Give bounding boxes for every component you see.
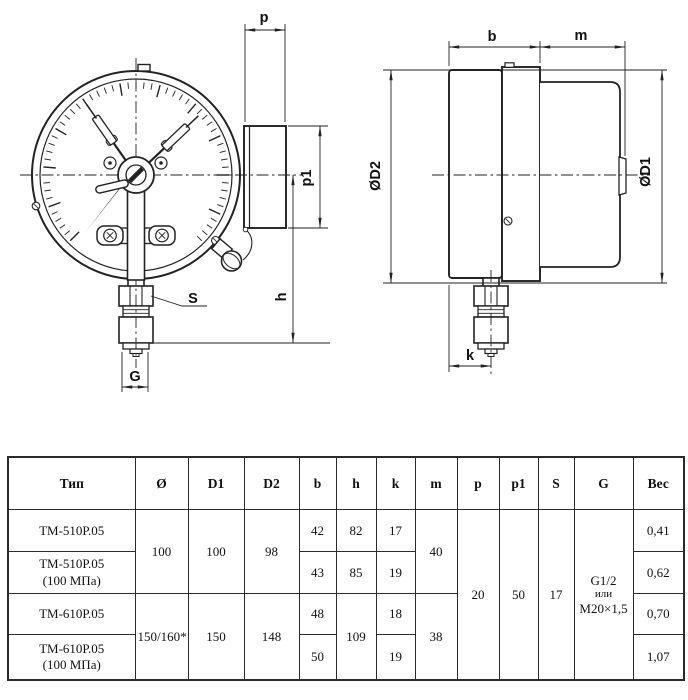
dim-label-h: h: [274, 292, 290, 302]
col-header-p: p: [457, 457, 499, 510]
cell-type: ТМ-510Р.05 (100 МПа): [8, 552, 135, 594]
top-nub: [138, 65, 150, 72]
cell-type: ТМ-510Р.05: [8, 510, 135, 552]
rim-screw-side: [504, 217, 512, 225]
dim-label-g: G: [129, 369, 141, 385]
cell-m-610: 38: [415, 594, 457, 681]
col-header-p1: p1: [499, 457, 538, 510]
col-header-s: S: [538, 457, 574, 510]
dim-label-d2: ØD2: [368, 161, 384, 191]
col-header-diam: Ø: [135, 457, 188, 510]
side-view: [383, 41, 667, 374]
dim-label-d1: ØD1: [638, 157, 654, 187]
dim-label-p: p: [259, 10, 269, 26]
rim-screw-left: [32, 202, 40, 210]
table-row-tm510: [8, 510, 684, 552]
center-column: [128, 185, 145, 280]
terminal-box: [244, 126, 286, 228]
cell-p: 20: [457, 510, 499, 681]
cell-weight: 1,07: [633, 635, 684, 681]
cell-d1-610: 150: [188, 594, 244, 681]
cell-m-510: 40: [415, 510, 457, 594]
front-view: [20, 24, 330, 392]
dimensions-table: [7, 456, 685, 681]
cell-weight: 0,41: [633, 510, 684, 552]
ring-nub: [505, 63, 514, 68]
dim-label-p1: p1: [299, 169, 315, 187]
col-header-type: Тип: [8, 457, 135, 510]
cell-weight: 0,70: [633, 594, 684, 635]
cell-b: 43: [299, 552, 336, 594]
cell-h-610: 109: [336, 594, 376, 681]
cell-diam-610: 150/160*: [135, 594, 188, 681]
cell-b: 50: [299, 635, 336, 681]
cell-b: 48: [299, 594, 336, 635]
cell-type: ТМ-610Р.05: [8, 594, 135, 635]
cell-g: [574, 510, 633, 681]
col-header-b: b: [299, 457, 336, 510]
table-header-row: [8, 457, 684, 510]
cell-b: 42: [299, 510, 336, 552]
col-header-h: h: [336, 457, 376, 510]
cell-k: 17: [376, 510, 415, 552]
cell-k: 18: [376, 594, 415, 635]
dim-label-b: b: [487, 29, 497, 45]
cell-p1: 50: [499, 510, 538, 681]
cell-h: 82: [336, 510, 376, 552]
col-header-g: G: [574, 457, 633, 510]
back-tab: [619, 157, 626, 195]
dim-label-m: m: [574, 28, 588, 44]
dim-label-s: S: [188, 291, 198, 307]
cell-d2-610: 148: [244, 594, 299, 681]
col-header-m: m: [415, 457, 457, 510]
front-ring: [502, 67, 540, 281]
leader-s: [151, 296, 207, 306]
g-thread-option-1: G1/2: [590, 572, 617, 588]
cell-type: ТМ-610Р.05 (100 МПа): [8, 635, 135, 681]
col-header-k: k: [376, 457, 415, 510]
col-header-d2: D2: [244, 457, 299, 510]
cell-k: 19: [376, 635, 415, 681]
bracket-screw-right: [156, 229, 169, 242]
bracket-screw-left: [104, 229, 117, 242]
bezel-section: [449, 70, 502, 278]
cell-h: 85: [336, 552, 376, 594]
col-header-weight: Вес: [633, 457, 684, 510]
col-header-d1: D1: [188, 457, 244, 510]
cell-weight: 0,62: [633, 552, 684, 594]
cell-d2-510: 98: [244, 510, 299, 594]
cell-s: 17: [538, 510, 574, 681]
cell-diam-510: 100: [135, 510, 188, 594]
cell-k: 19: [376, 552, 415, 594]
g-thread-option-2: M20×1,5: [579, 600, 628, 616]
g-or: или: [594, 588, 613, 601]
dim-p: [245, 24, 285, 122]
back-case: [540, 82, 620, 267]
cell-d1-510: 100: [188, 510, 244, 594]
dim-label-k: k: [465, 348, 475, 364]
